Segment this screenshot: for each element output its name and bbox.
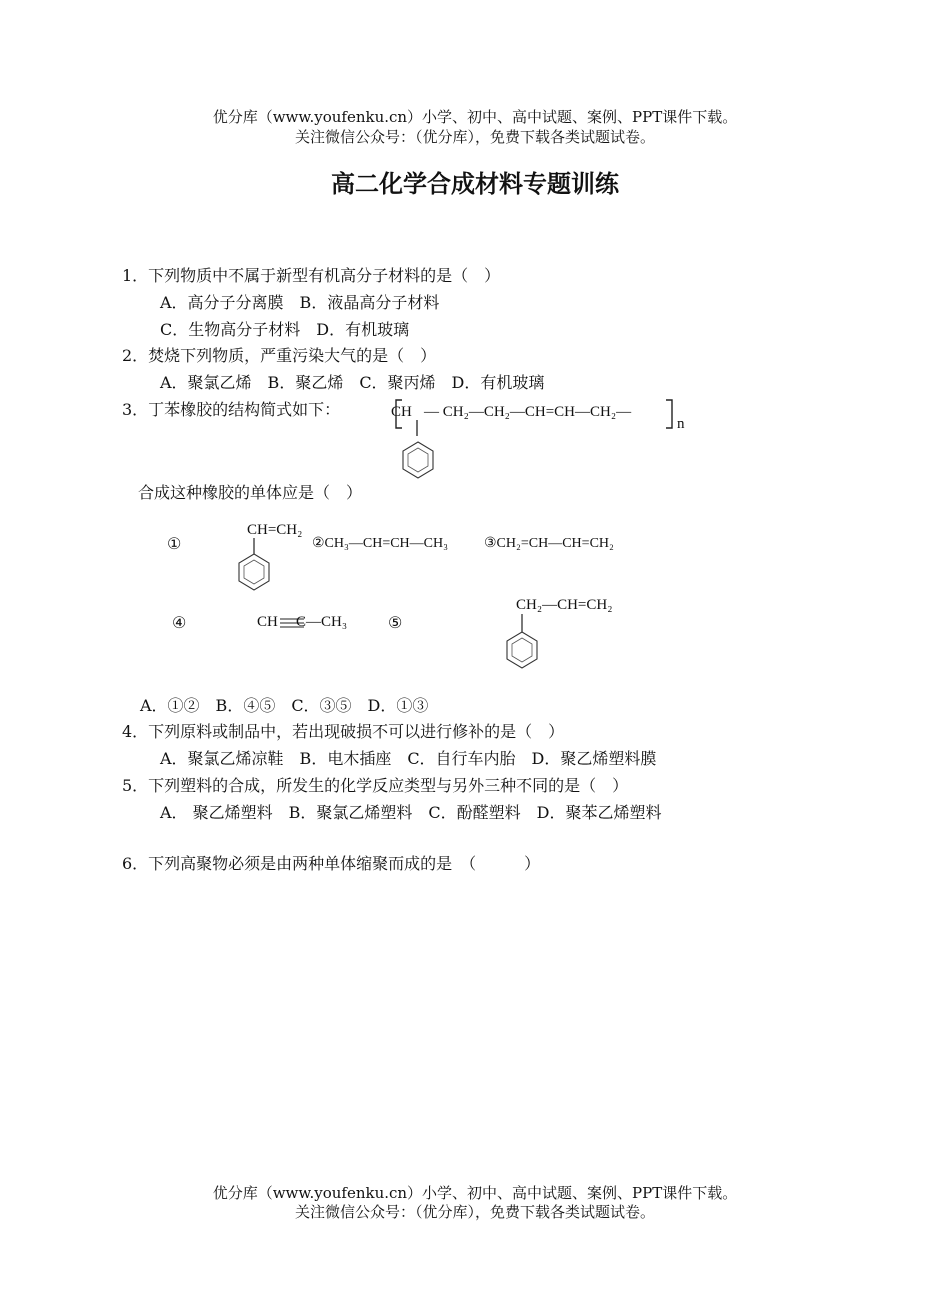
q5-stem: 5．下列塑料的合成，所发生的化学反应类型与另外三种不同的是（ ）	[122, 776, 629, 795]
monomer-5-label: ⑤	[388, 613, 403, 632]
monomer-2: ②CH₃—CH=CH—CH₃	[312, 536, 449, 551]
q1-options-cd: C．生物高分子材料 D．有机玻璃	[160, 320, 410, 339]
q4-stem: 4．下列原料或制品中，若出现破损不可以进行修补的是（ ）	[122, 722, 565, 741]
q3-options: A．①② B．④⑤ C．③⑤ D．①③	[140, 696, 429, 715]
monomer-3: ③CH₂=CH—CH=CH₂	[484, 536, 614, 551]
monomer-4-formula: CH	[257, 614, 278, 630]
monomer-1-label: ①	[167, 534, 182, 553]
q2-stem: 2．焚烧下列物质，严重污染大气的是（ ）	[122, 346, 437, 365]
q2-options: A．聚氯乙烯 B．聚乙烯 C．聚丙烯 D．有机玻璃	[160, 373, 545, 392]
q3-monomer-prompt: 合成这种橡胶的单体应是（ ）	[138, 483, 363, 502]
q1-options-ab: A．高分子分离膜 B．液晶高分子材料	[160, 293, 440, 312]
monomer-1-benzene-icon	[236, 538, 272, 594]
formula-ch: CH	[391, 404, 412, 420]
q6-stem: 6．下列高聚物必须是由两种单体缩聚而成的是 （ ）	[122, 854, 541, 873]
formula-n-subscript: n	[677, 416, 685, 432]
q3-stem: 3．丁苯橡胶的结构简式如下：	[122, 400, 341, 419]
header-line-1: 优分库（www.youfenku.cn）小学、初中、高中试题、案例、PPT课件下载。	[212, 108, 738, 126]
footer-line-2: 关注微信公众号：（优分库），免费下载各类试题试卷。	[294, 1203, 655, 1221]
benzene-ring-icon	[400, 440, 436, 480]
header-line-2: 关注微信公众号：（优分库），免费下载各类试题试卷。	[294, 128, 655, 146]
q1-stem: 1．下列物质中不属于新型有机高分子材料的是（ ）	[122, 266, 501, 285]
monomer-5-formula: CH₂—CH=CH₂	[516, 597, 613, 613]
q5-options: A． 聚乙烯塑料 B．聚氯乙烯塑料 C．酚醛塑料 D．聚苯乙烯塑料	[160, 803, 662, 822]
monomer-1-formula: CH=CH₂	[247, 522, 303, 538]
monomer-5-benzene-icon	[504, 614, 540, 670]
footer-line-1: 优分库（www.youfenku.cn）小学、初中、高中试题、案例、PPT课件下载。	[212, 1184, 738, 1202]
monomer-4-label: ④	[172, 613, 187, 632]
monomer-4-tail: C—CH₃	[296, 614, 348, 630]
q4-options: A．聚氯乙烯凉鞋 B．电木插座 C．自行车内胎 D．聚乙烯塑料膜	[160, 749, 657, 768]
formula-chain: — CH₂—CH₂—CH=CH—CH₂—	[424, 404, 632, 420]
page-title: 高二化学合成材料专题训练	[331, 170, 619, 198]
